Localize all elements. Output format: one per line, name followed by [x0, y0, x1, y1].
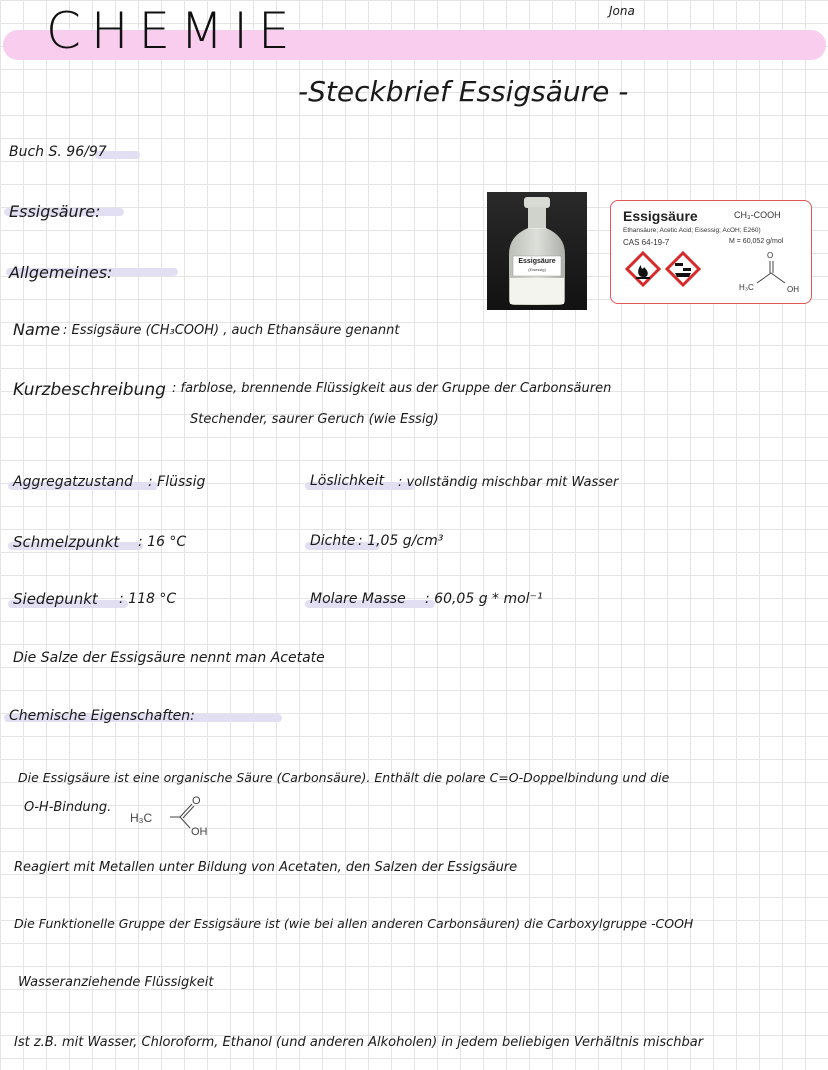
heading-allgemeines: Allgemeines:	[9, 263, 113, 282]
loeslichkeit-value: : vollständig mischbar mit Wasser	[398, 475, 619, 490]
bullet-1-line1: Die Essigsäure ist eine organische Säure (Carbonsäure). Enthält die polare C=O-Doppelbindung und die	[18, 770, 670, 785]
heading-essigsaeure: Essigsäure:	[9, 202, 101, 221]
bullet-1-struct-top: O	[192, 795, 201, 807]
dichte-value: : 1,05 g/cm³	[358, 533, 444, 549]
page-subtitle: -Steckbrief Essigsäure -	[298, 75, 629, 108]
kurzbeschreibung-line2: Stechender, saurer Geruch (wie Essig)	[190, 412, 439, 427]
bottle-label: Essigsäure	[518, 258, 556, 265]
dichte-label: Dichte	[310, 533, 356, 549]
kurzbeschreibung-line1: : farblose, brennende Flüssigkeit aus der Gruppe der Carbonsäuren	[172, 381, 612, 396]
molare-masse-label: Molare Masse	[310, 591, 406, 607]
card-struct-right: OH	[787, 285, 799, 294]
page-title: CHEMIE	[46, 2, 300, 60]
siede-value: : 118 °C	[119, 591, 177, 607]
card-synonyms: Ethansäure; Acetic Acid; Eisessig; AcOH; E260)	[623, 227, 761, 234]
card-substance-name: Essigsäure	[623, 208, 698, 224]
name-value: : Essigsäure (CH₃COOH) , auch Ethansäure genannt	[63, 323, 400, 338]
card-struct-left: H₃C	[739, 283, 754, 292]
bullet-1-struct-left: H₃C	[130, 811, 153, 825]
card-struct-top: O	[767, 251, 774, 260]
bullet-2: Reagiert mit Metallen unter Bildung von Acetaten, den Salzen der Essigsäure	[14, 860, 518, 875]
siede-label: Siedepunkt	[13, 590, 98, 608]
flammable-icon	[627, 253, 659, 285]
salts-note: Die Salze der Essigsäure nennt man Acetate	[13, 650, 325, 666]
card-molar-mass: M = 60,052 g/mol	[729, 238, 784, 245]
bullet-3: Die Funktionelle Gruppe der Essigsäure ist (wie bei allen anderen Carbonsäuren) die Carboxylgruppe -COOH	[14, 916, 694, 931]
aggregat-value: : Flüssig	[148, 474, 206, 490]
kurzbeschreibung-label: Kurzbeschreibung	[13, 380, 166, 400]
bottle-sublabel: (Eisessig)	[528, 267, 546, 272]
corrosive-icon	[667, 253, 699, 285]
aggregat-label: Aggregatzustand	[13, 474, 134, 490]
chem-properties-heading: Chemische Eigenschaften:	[9, 708, 195, 724]
bullet-1-line2: O-H-Bindung.	[24, 800, 112, 815]
schmelz-value: : 16 °C	[138, 534, 187, 550]
bullet-4: Wasseranziehende Flüssigkeit	[18, 975, 214, 990]
author-name: Jona	[609, 4, 635, 18]
bottle-photo	[487, 192, 587, 310]
book-reference: Buch S. 96/97	[9, 144, 107, 160]
card-formula: CH₃-COOH	[734, 210, 781, 220]
loeslichkeit-label: Löslichkeit	[310, 473, 385, 489]
substance-label-card	[610, 200, 812, 304]
name-label: Name	[13, 320, 61, 339]
hazard-pictograms	[625, 251, 705, 291]
bullet-5: Ist z.B. mit Wasser, Chloroform, Ethanol (und anderen Alkoholen) in jedem beliebigen Verhältnis mischbar	[14, 1035, 704, 1050]
bottle-illustration	[487, 192, 587, 310]
card-cas: CAS 64-19-7	[623, 238, 670, 247]
molare-masse-value: : 60,05 g * mol⁻¹	[425, 591, 543, 607]
bullet-1-struct-right: OH	[191, 826, 208, 838]
schmelz-label: Schmelzpunkt	[13, 533, 120, 551]
